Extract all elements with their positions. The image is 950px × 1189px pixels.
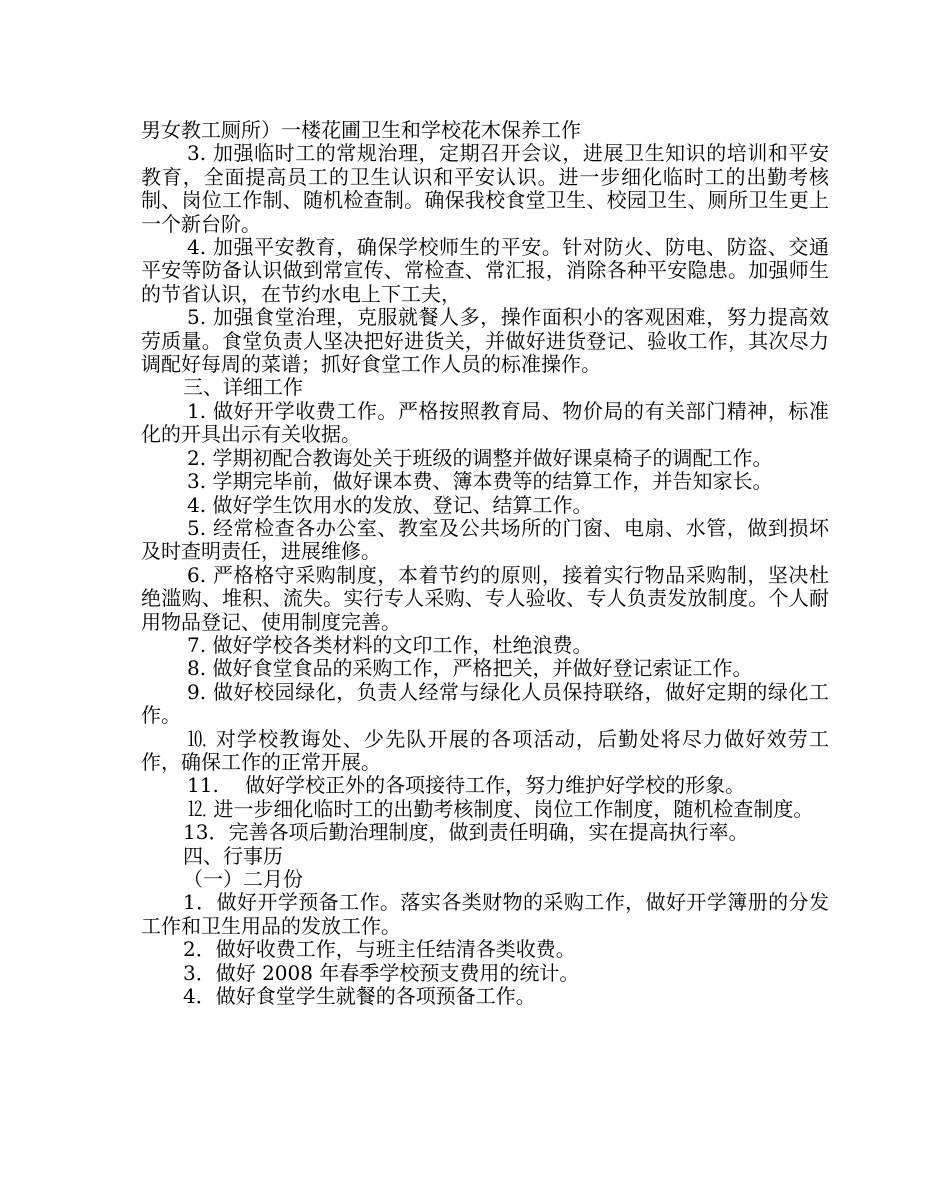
calendar-item-1-preparation: 1．做好开学预备工作。落实各类财物的采购工作，做好开学簿册的分发工作和卫生用品的发放工作。 [141, 890, 829, 938]
list-item-7-printing: 7. 做好学校各类材料的文印工作，杜绝浪费。 [187, 632, 593, 657]
list-item-6-procurement: 6. 严格格守采购制度，本着节约的原则，接着实行物品采购制，坚决杜绝滥购、堆积、流失。实行专人采购、专人验收、专人负责发放制度。个人耐用物品登记、使用制度完善。 [141, 562, 829, 634]
list-item-13-regulations: 13．完善各项后勤治理制度，做到责任明确，实在提高执行率。 [183, 820, 749, 845]
calendar-item-3-budget: 3．做好 2008 年春季学校预支费用的统计。 [183, 960, 580, 985]
list-item-8-food-purchase: 8. 做好食堂食品的采购工作，严格把关，并做好登记索证工作。 [187, 656, 753, 681]
paragraph-item-3-temp-workers: 3. 加强临时工的常规治理，定期召开会议，进展卫生知识的培训和平安教育，全面提高员工的卫生认识和平安认识。进一步细化临时工的出勤考核制、岗位工作制、随机检查制。确保我校食堂卫生、校园卫生、厕所卫生更上一个新台阶。 [141, 141, 829, 236]
paragraph-item-5-canteen: 5. 加强食堂治理，克服就餐人多，操作面积小的客观困难，努力提高效劳质量。食堂负责人坚决把好进货关，并做好进货登记、验收工作，其次尽力调配好每周的菜谱；抓好食堂工作人员的标准操作。 [141, 305, 829, 377]
list-item-4-water: 4. 做好学生饮用水的发放、登记、结算工作。 [187, 492, 593, 517]
section-heading-detailed-work: 三、详细工作 [183, 375, 303, 400]
list-item-3-settlement: 3. 学期完毕前，做好课本费、簿本费等的结算工作，并告知家长。 [187, 469, 773, 494]
list-item-1-fees: 1. 做好开学收费工作。严格按照教育局、物价局的有关部门精神，标准化的开具出示有关收据。 [141, 398, 829, 447]
list-item-2-desks: 2. 学期初配合教诲处关于班级的调整并做好课桌椅子的调配工作。 [187, 445, 773, 470]
paragraph-toilet-garden: 男女教工厕所）一楼花圃卫生和学校花木保养工作 [141, 118, 581, 142]
subsection-heading-february: （一）二月份 [183, 867, 303, 891]
list-item-9-greening: 9. 做好校园绿化，负责人经常与绿化人员保持联络，做好定期的绿化工作。 [141, 679, 829, 728]
calendar-item-4-canteen: 4．做好食堂学生就餐的各项预备工作。 [183, 984, 536, 1009]
list-item-12-temp-workers: ⒓ 进一步细化临时工的出勤考核制度、岗位工作制度，随机检查制度。 [187, 796, 814, 821]
section-heading-calendar: 四、行事历 [183, 843, 283, 868]
document-page [141, 119, 829, 1008]
list-item-5-inspection: 5. 经常检查各办公室、教室及公共场所的门窗、电扇、水管，做到损坏及时查明责任，进展维修。 [141, 515, 829, 564]
paragraph-item-4-safety: 4. 加强平安教育，确保学校师生的平安。针对防火、防电、防盗、交通平安等防备认识做到常宣传、常检查、常汇报，消除各种平安隐患。加强师生的节省认识，在节约水电上下工夫， [141, 235, 829, 306]
list-item-11-reception: 11. 做好学校正外的各项接待工作，努力维护好学校的形象。 [187, 773, 746, 798]
calendar-item-2-fees: 2．做好收费工作，与班主任结清各类收费。 [183, 937, 576, 962]
list-item-10-activities: ⒑ 对学校教诲处、少先队开展的各项活动，后勤处将尽力做好效劳工作，确保工作的正常开展。 [141, 726, 829, 774]
